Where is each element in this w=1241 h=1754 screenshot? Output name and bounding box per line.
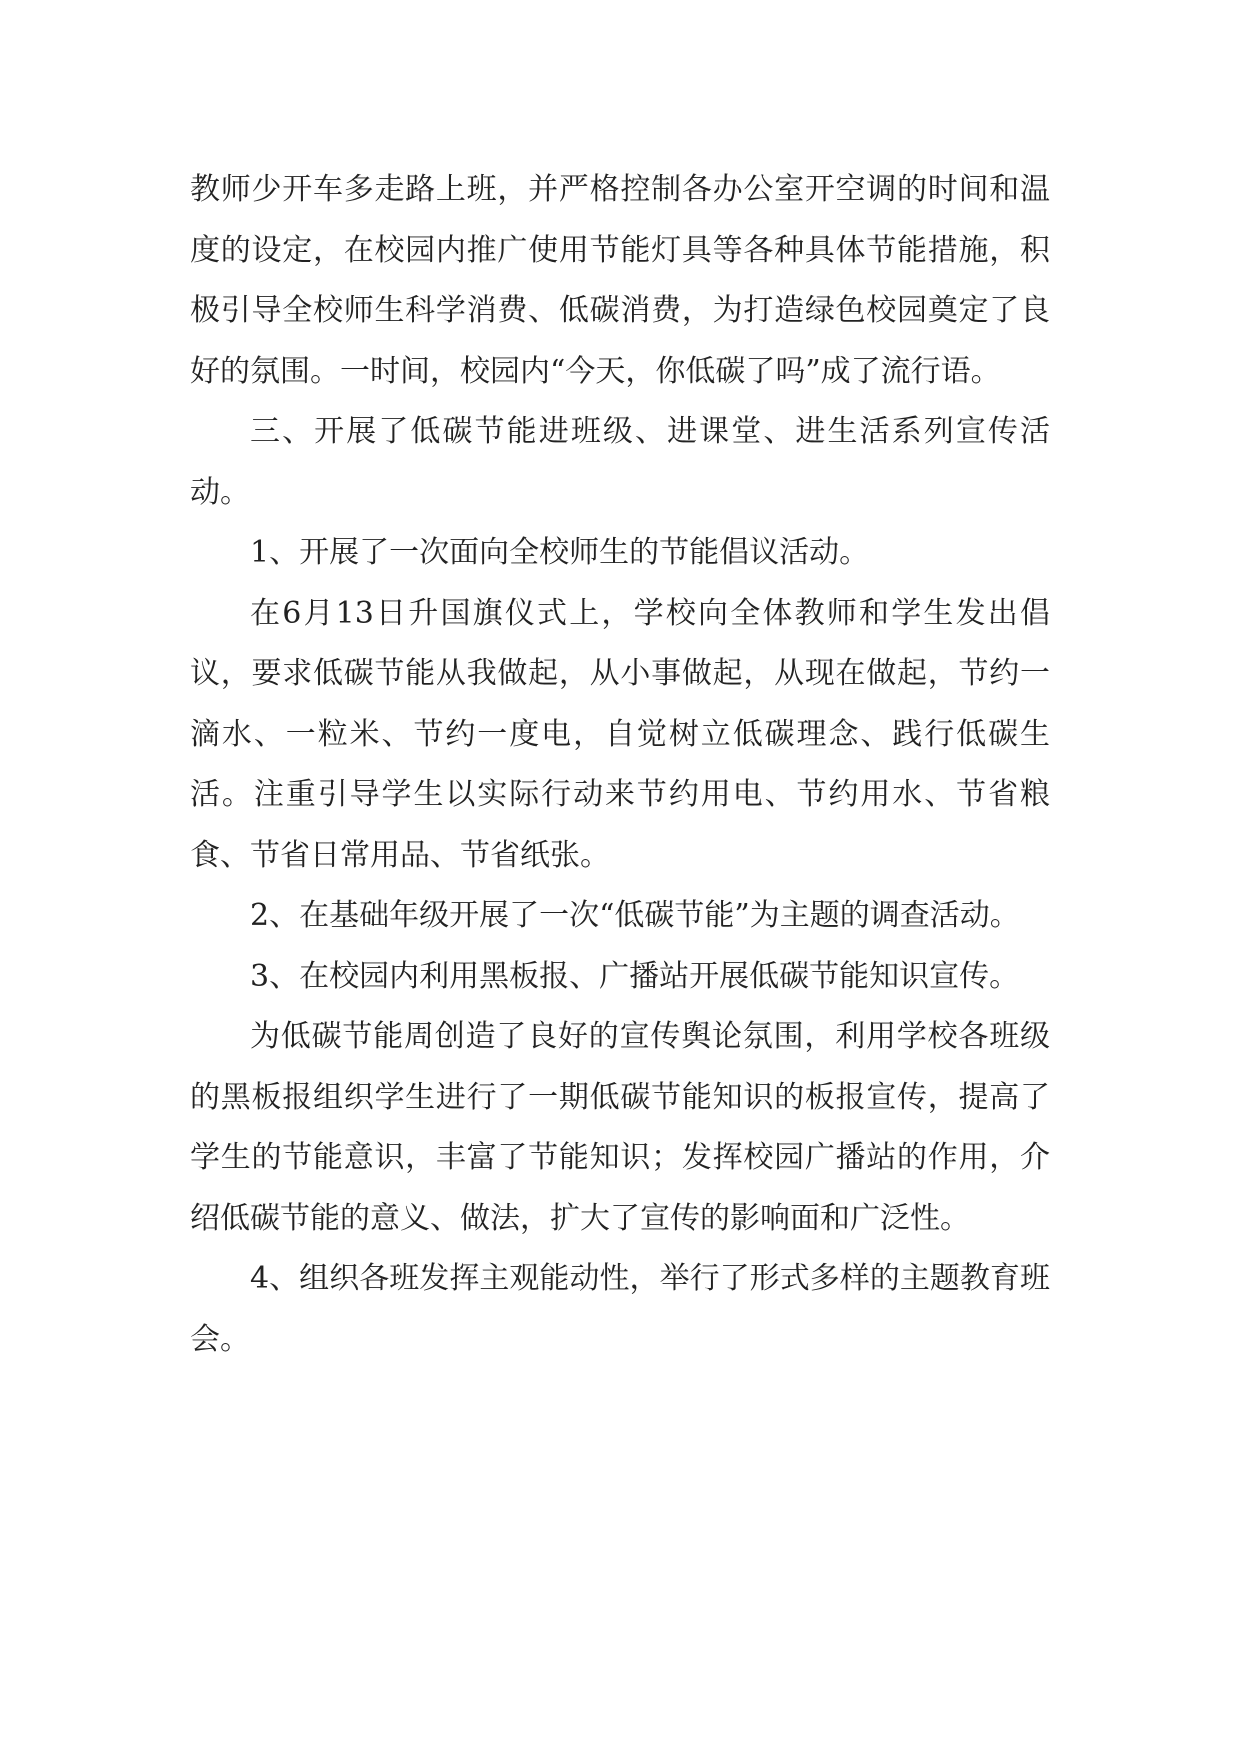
paragraph-continued: 教师少开车多走路上班，并严格控制各办公室开空调的时间和温度的设定，在校园内推广使用节能灯具等各种具体节能措施，积极引导全校师生科学消费、低碳消费，为打造绿色校园奠定了良好的氛围。一时间，校园内“今天，你低碳了吗”成了流行语。 bbox=[190, 172, 1050, 389]
list-item-2: 2、在基础年级开展了一次“低碳节能”为主题的调查活动。 bbox=[250, 898, 1020, 933]
list-item-1: 1、开展了一次面向全校师生的节能倡议活动。 bbox=[250, 535, 870, 570]
paragraph-proposal: 在6月13日升国旗仪式上，学校向全体教师和学生发出倡议，要求低碳节能从我做起，从小事做起，从现在做起，节约一滴水、一粒米、节约一度电，自觉树立低碳理念、践行低碳生活。注重引导学生以实际行动来节约用电、节约用水、节省粮食、节省日常用品、节省纸张。 bbox=[190, 595, 1050, 873]
list-item-3: 3、在校园内利用黑板报、广播站开展低碳节能知识宣传。 bbox=[250, 958, 1020, 994]
list-item-4: 4、组织各班发挥主观能动性，举行了形式多样的主题教育班会。 bbox=[190, 1261, 1050, 1357]
paragraph-publicity: 为低碳节能周创造了良好的宣传舆论氛围，利用学校各班级的黑板报组织学生进行了一期低碳节能知识的板报宣传，提高了学生的节能意识，丰富了节能知识；发挥校园广播站的作用，介绍低碳节能的意义、做法，扩大了宣传的影响面和广泛性。 bbox=[190, 1019, 1050, 1236]
document-body bbox=[190, 160, 1050, 1370]
section-heading-three: 三、开展了低碳节能进班级、进课堂、进生活系列宣传活动。 bbox=[190, 414, 1050, 510]
